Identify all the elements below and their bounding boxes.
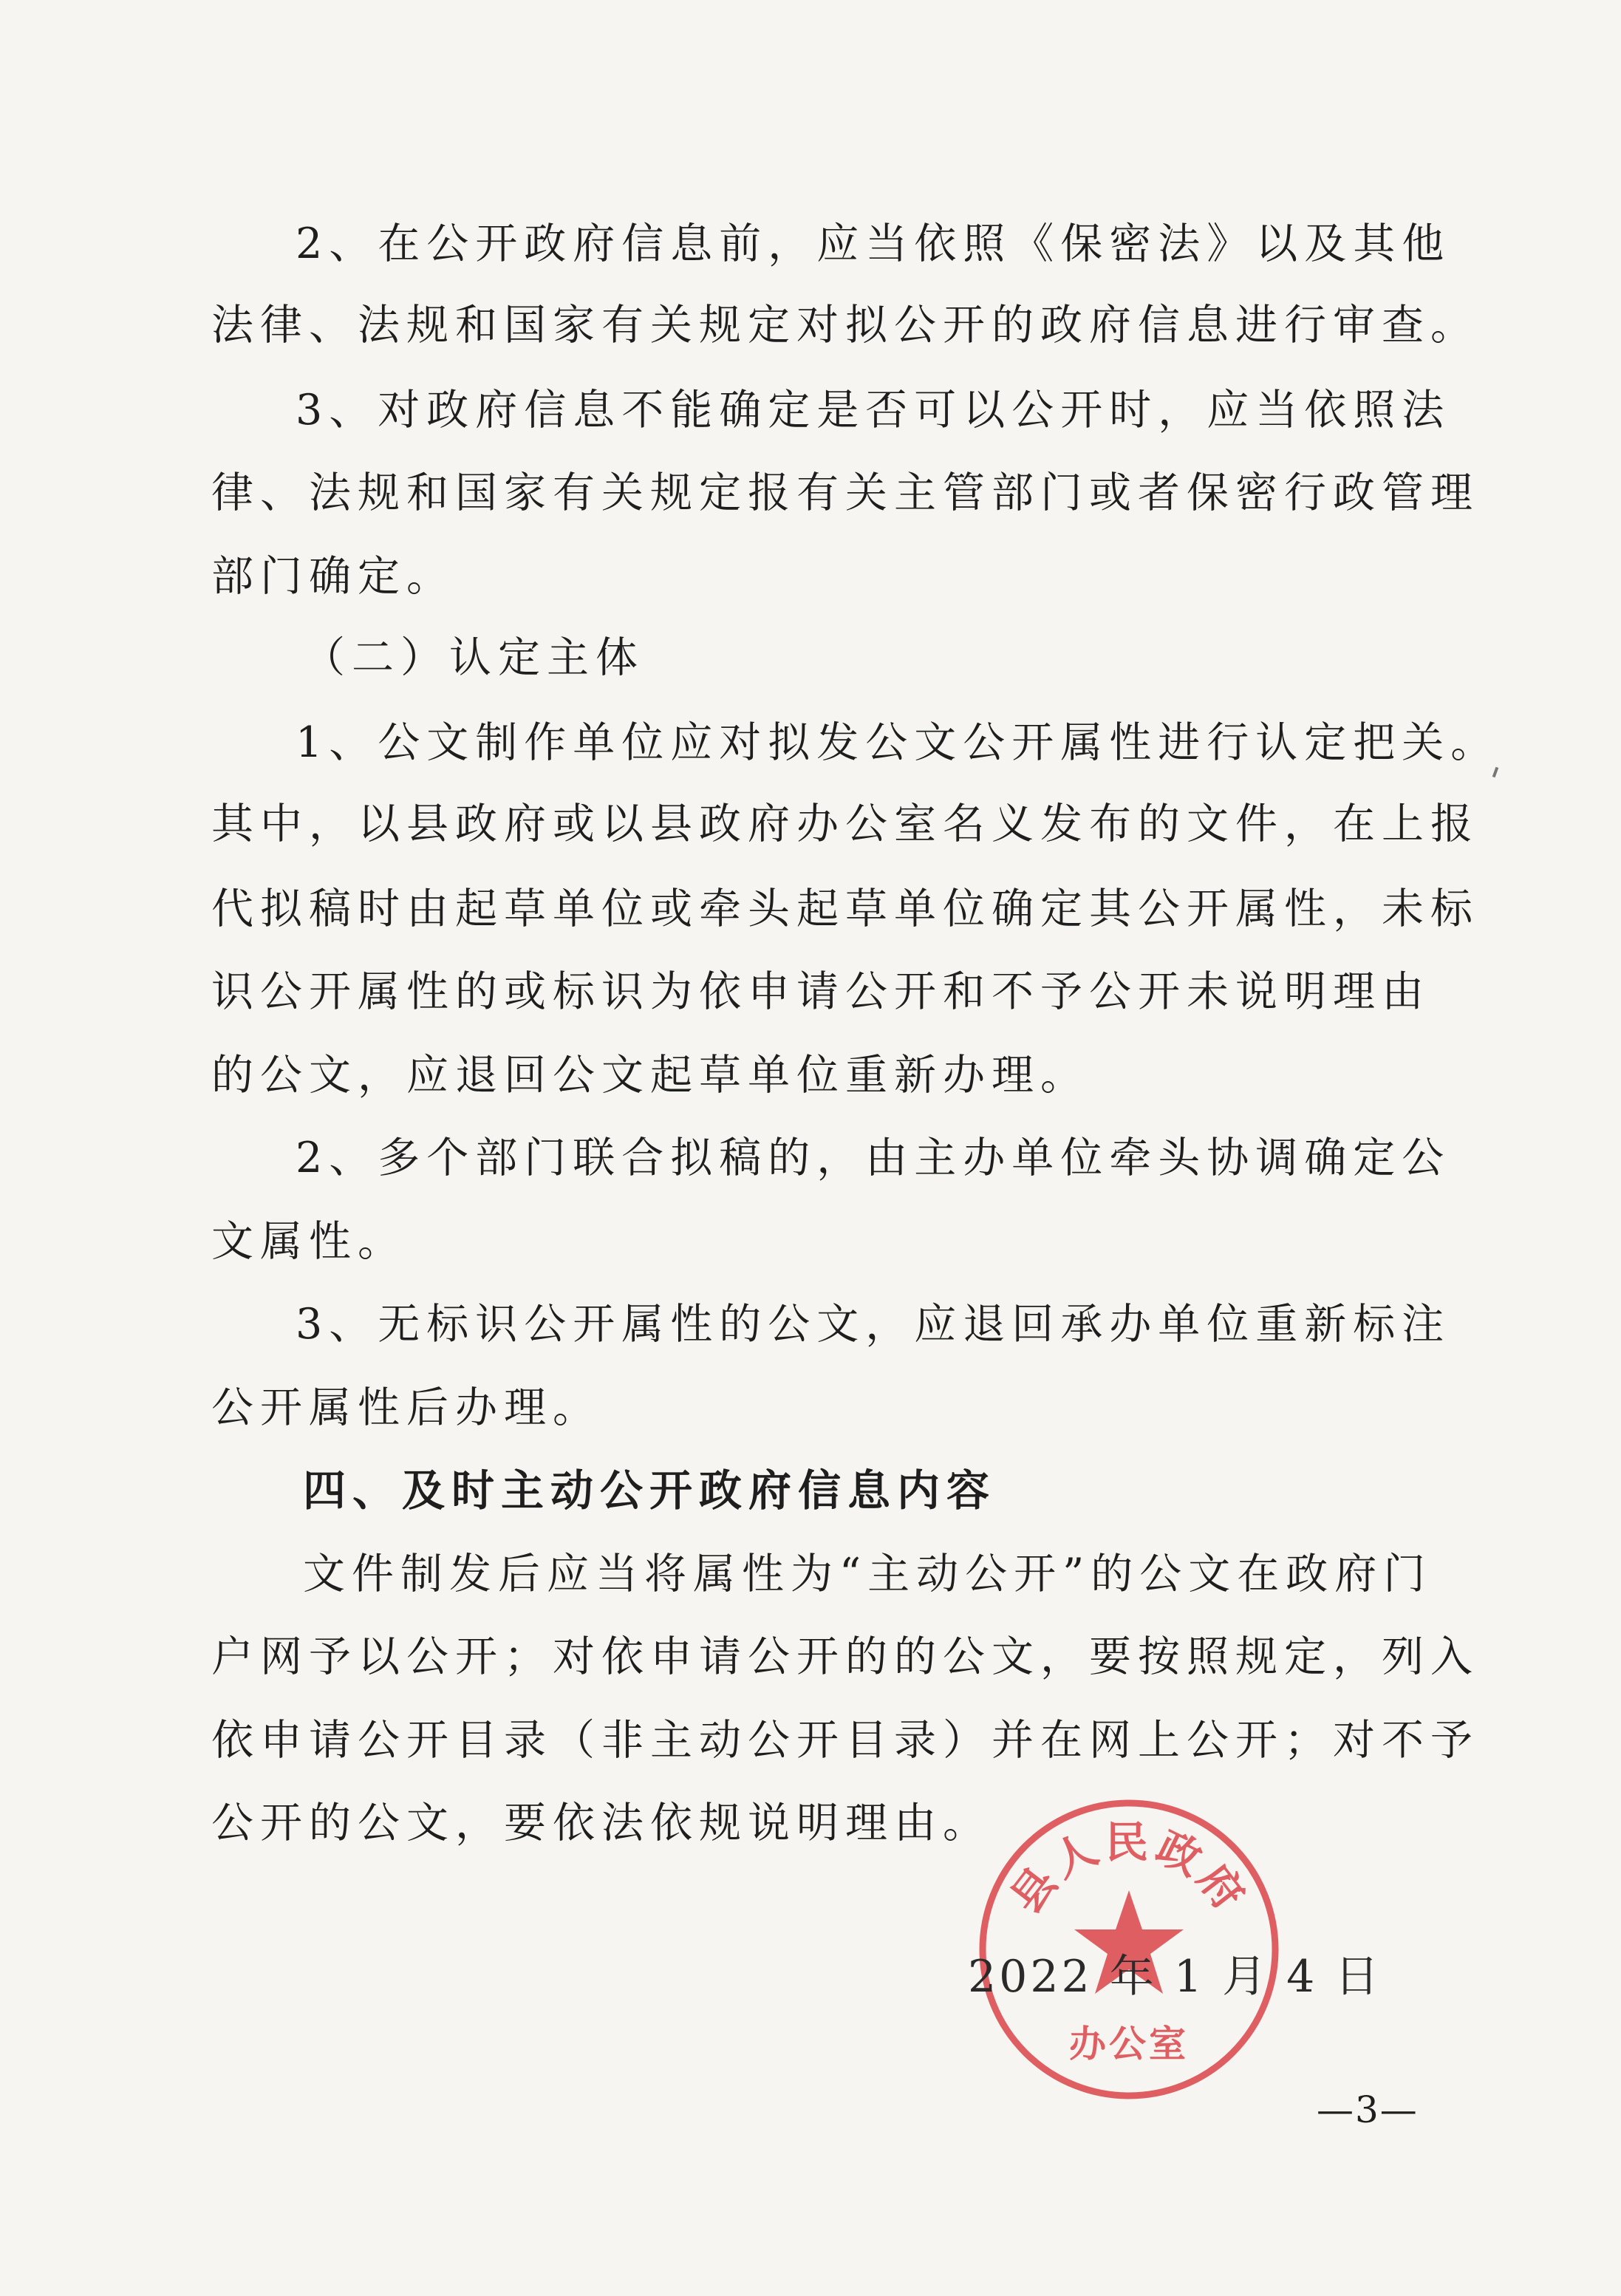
body-line-3: 3、对政府信息不能确定是否可以公开时，应当依照法 — [296, 386, 1451, 435]
body-line-20: 公开的公文，要依法依规说明理由。 — [211, 1799, 992, 1847]
body-line-9: 代拟稿时由起草单位或牵头起草单位确定其公开属性，未标 — [211, 885, 1479, 933]
seal-bottom-text: 办公室 — [1069, 2023, 1189, 2065]
body-line-14: 3、无标识公开属性的公文，应退回承办单位重新标注 — [296, 1300, 1451, 1349]
body-line-7: 1、公文制作单位应对拟发公文公开属性进行认定把关。 — [296, 718, 1500, 767]
subheading-renzheng-zhuti: （二）认定主体 — [303, 633, 644, 682]
body-line-10: 识公开属性的或标识为依申请公开和不予公开未说明理由 — [211, 967, 1430, 1016]
body-line-5: 部门确定。 — [211, 552, 455, 601]
seal-top-text: 县人民政府 — [1000, 1817, 1257, 1923]
issue-date: 2022 年 1 月 4 日 — [968, 1951, 1382, 2003]
body-line-1: 2、在公开政府信息前，应当依照《保密法》以及其他 — [296, 219, 1451, 268]
body-line-15: 公开属性后办理。 — [211, 1383, 601, 1432]
body-line-17: 文件制发后应当将属性为“主动公开”的公文在政府门 — [303, 1550, 1433, 1598]
body-line-19: 依申请公开目录（非主动公开目录）并在网上公开；对不予 — [211, 1716, 1479, 1765]
body-line-18: 户网予以公开；对依申请公开的的公文，要按照规定，列入 — [211, 1632, 1479, 1681]
official-seal — [974, 1794, 1284, 2105]
body-line-4: 律、法规和国家有关规定报有关主管部门或者保密行政管理 — [211, 469, 1479, 517]
body-line-8: 其中，以县政府或以县政府办公室名义发布的文件，在上报 — [211, 800, 1479, 848]
body-line-12: 2、多个部门联合拟稿的，由主办单位牵头协调确定公 — [296, 1134, 1451, 1182]
page-number: —3— — [1317, 2088, 1419, 2131]
section-heading-four: 四、及时主动公开政府信息内容 — [303, 1465, 997, 1516]
body-line-13: 文属性。 — [211, 1217, 406, 1266]
body-line-2: 法律、法规和国家有关规定对拟公开的政府信息进行审查。 — [211, 301, 1479, 350]
body-line-11: 的公文，应退回公文起草单位重新办理。 — [211, 1051, 1089, 1100]
